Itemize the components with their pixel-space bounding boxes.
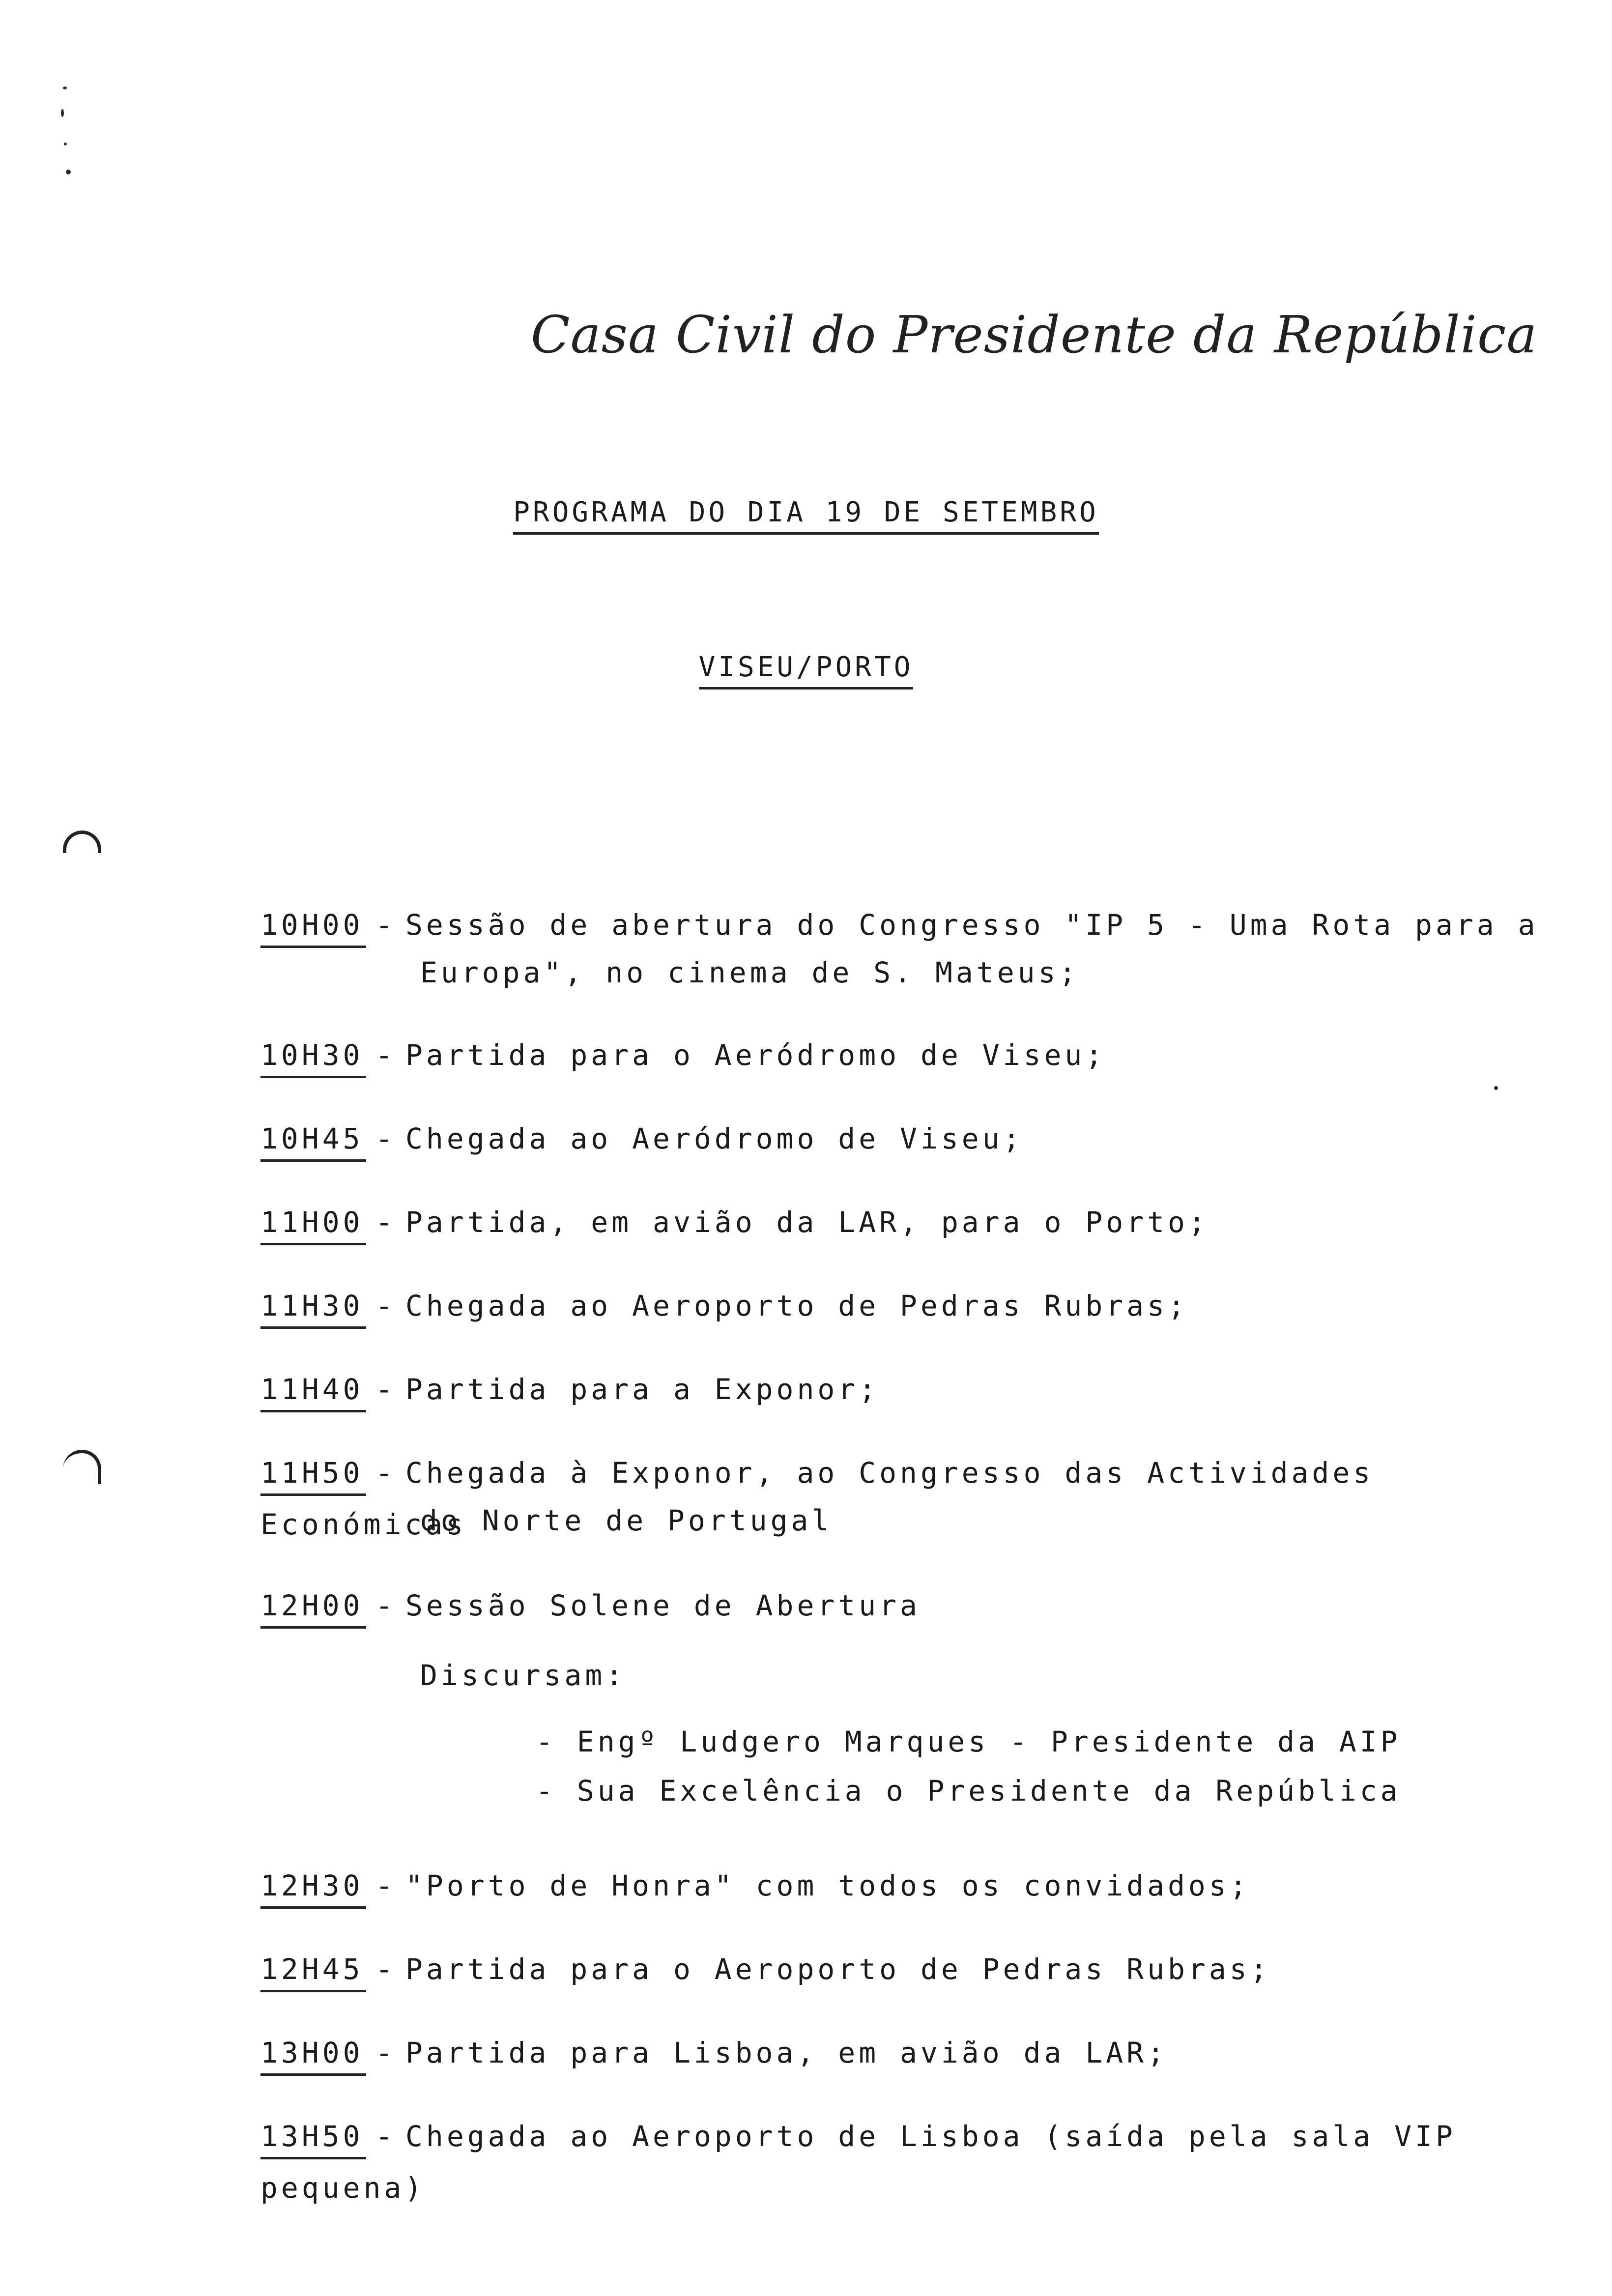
schedule-entry: 11H30 - Chegada ao Aeroporto de Pedras Rubras; bbox=[260, 1280, 1587, 1332]
entry-time: 11H50 bbox=[260, 1452, 366, 1496]
speaker-item: - Sua Excelência o Presidente da República bbox=[536, 1774, 1401, 1808]
schedule-entry: 12H00 - Sessão Solene de Abertura bbox=[260, 1580, 1587, 1632]
entry-text: Sessão de abertura do Congresso "IP 5 - Uma Rota para a bbox=[405, 908, 1539, 942]
entry-text: Chegada ao Aeroporto de Lisboa (saída pela sala VIP pequena) bbox=[260, 2120, 1456, 2205]
letterhead: Casa Civil do Presidente da República bbox=[531, 305, 1538, 365]
entry-time: 10H45 bbox=[260, 1118, 366, 1162]
entry-text: Partida para a Exponor; bbox=[405, 1373, 880, 1406]
entry-time: 10H00 bbox=[260, 904, 366, 948]
speaker-item: - Engº Ludgero Marques - Presidente da AIP bbox=[536, 1725, 1401, 1758]
scan-speck bbox=[61, 109, 64, 117]
entry-time: 11H30 bbox=[260, 1285, 366, 1329]
entry-time: 12H30 bbox=[260, 1865, 366, 1909]
entry-text: Partida para o Aeródromo de Viseu; bbox=[405, 1038, 1106, 1072]
entry-time: 13H00 bbox=[260, 2032, 366, 2076]
schedule-entry: 13H00 - Partida para Lisboa, em avião da LAR; bbox=[260, 2027, 1587, 2079]
scan-speck bbox=[1494, 1086, 1498, 1090]
entry-continuation: do Norte de Portugal bbox=[420, 1504, 833, 1537]
entry-time: 12H45 bbox=[260, 1949, 366, 1992]
schedule-entry: 12H45 - Partida para o Aeroporto de Pedras Rubras; bbox=[260, 1944, 1587, 1995]
entry-continuation: Europa", no cinema de S. Mateus; bbox=[420, 956, 1080, 989]
entry-text: Partida para o Aeroporto de Pedras Rubras; bbox=[405, 1952, 1271, 1986]
schedule-entry: 11H50 - Chegada à Exponor, ao Congresso das Actividades Económicas bbox=[260, 1447, 1587, 1550]
entry-time: 11H40 bbox=[260, 1369, 366, 1412]
entry-text: Partida, em avião da LAR, para o Porto; bbox=[405, 1205, 1209, 1239]
schedule-entry: 10H30 - Partida para o Aeródromo de Viseu; bbox=[260, 1030, 1587, 1081]
page-subtitle: VISEU/PORTO bbox=[0, 651, 1612, 683]
entry-text: "Porto de Honra" com todos os convidados; bbox=[405, 1869, 1250, 1902]
punch-hole-mark bbox=[63, 831, 101, 853]
schedule-entry: 10H45 - Chegada ao Aeródromo de Viseu; bbox=[260, 1113, 1587, 1165]
entry-text: Partida para Lisboa, em avião da LAR; bbox=[405, 2036, 1168, 2069]
entry-time: 12H00 bbox=[260, 1585, 366, 1629]
schedule-entry: 11H00 - Partida, em avião da LAR, para o Porto; bbox=[260, 1197, 1587, 1248]
schedule-entry: 11H40 - Partida para a Exponor; bbox=[260, 1364, 1587, 1415]
entry-time: 10H30 bbox=[260, 1034, 366, 1078]
scan-speck bbox=[64, 143, 67, 145]
entry-time: 13H50 bbox=[260, 2116, 366, 2159]
entry-text: Chegada ao Aeroporto de Pedras Rubras; bbox=[405, 1289, 1188, 1322]
scan-speck bbox=[66, 170, 71, 174]
scan-speck bbox=[63, 86, 67, 89]
entry-text: Chegada ao Aeródromo de Viseu; bbox=[405, 1122, 1024, 1155]
entry-text: Sessão Solene de Abertura bbox=[405, 1589, 921, 1622]
entry-time: 11H00 bbox=[260, 1202, 366, 1245]
punch-hole-mark bbox=[63, 1450, 101, 1484]
schedule-entry: 12H30 - "Porto de Honra" com todos os convidados; bbox=[260, 1860, 1587, 1912]
entry-continuation: Discursam: bbox=[420, 1659, 627, 1692]
entry-text: Chegada à Exponor, ao Congresso das Actividades Económicas bbox=[260, 1456, 1374, 1541]
page-title: PROGRAMA DO DIA 19 DE SETEMBRO bbox=[0, 496, 1612, 528]
schedule-entry: 13H50 - Chegada ao Aeroporto de Lisboa (saída pela sala VIP pequena) bbox=[260, 2111, 1587, 2214]
schedule-entry: 10H00 - Sessão de abertura do Congresso "IP 5 - Uma Rota para a bbox=[260, 899, 1587, 951]
